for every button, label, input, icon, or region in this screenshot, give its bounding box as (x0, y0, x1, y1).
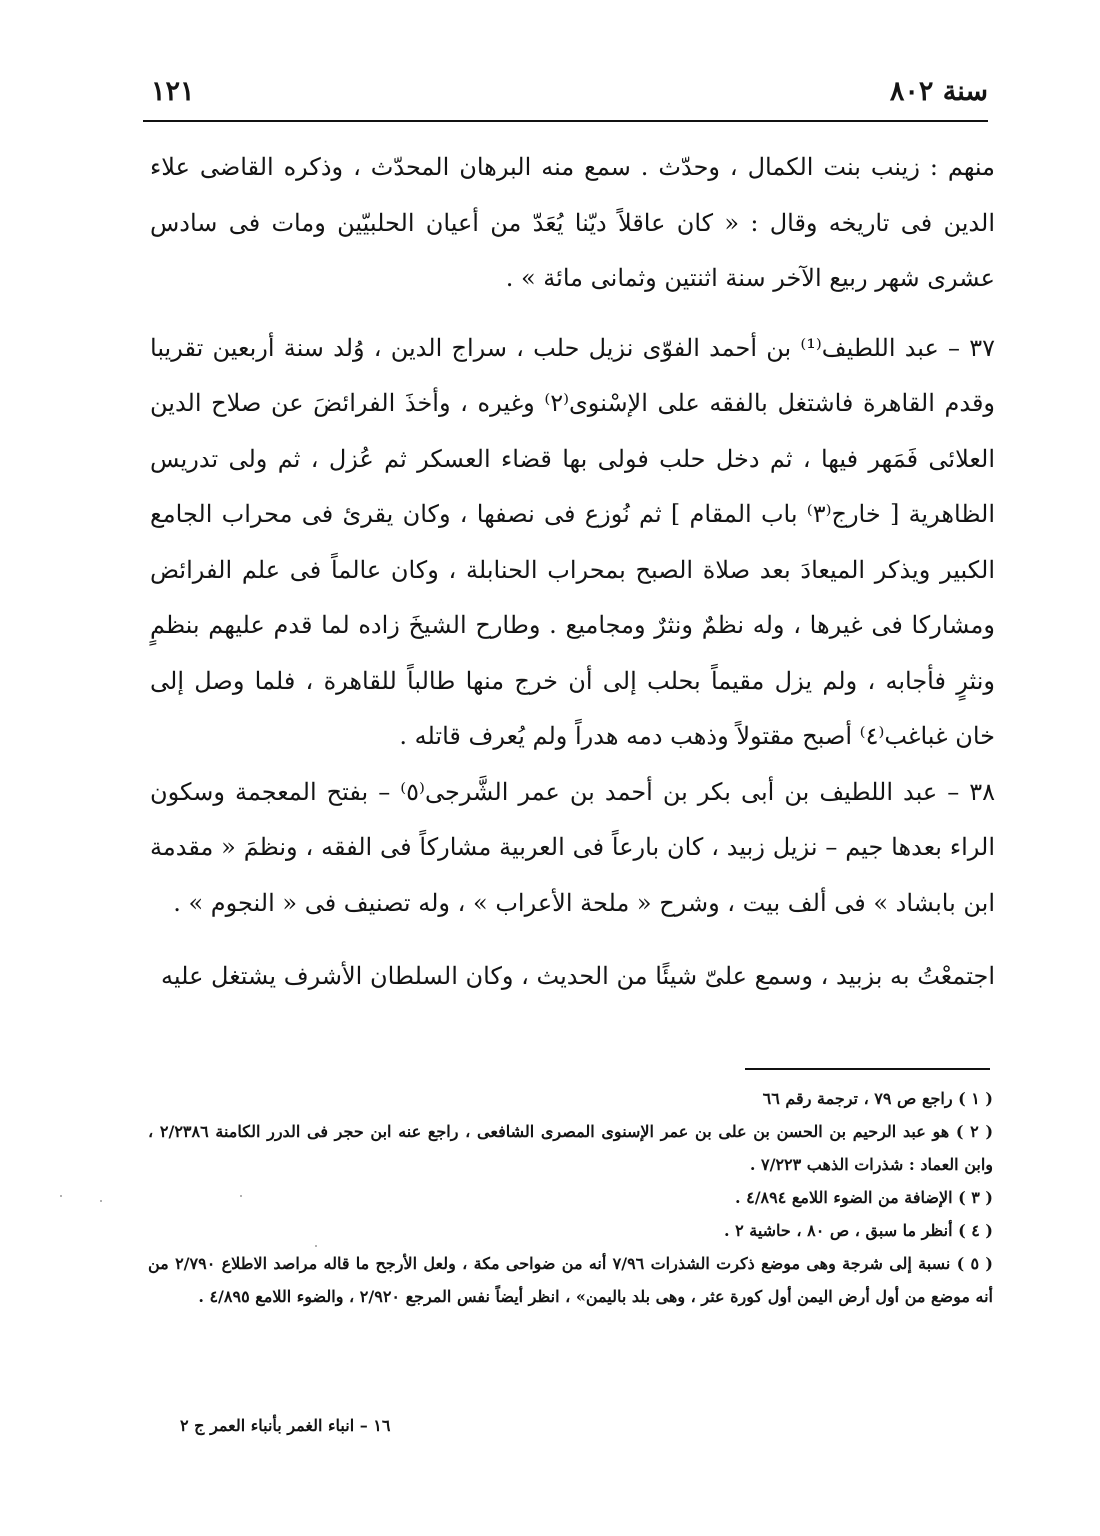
scan-speck (100, 1200, 102, 1202)
footnote-4: ( ٤ ) أنظر ما سبق ، ص ٨٠ ، حاشية ٢ . (723, 1221, 993, 1240)
entry-38-continued: اجتمعْتُ به بزبيد ، وسمع علىّ شيئًا من الحديث ، وكان السلطان الأشرف يشتغل عليه (161, 962, 995, 990)
scan-speck (240, 1195, 242, 1197)
entry-37: ٣٧ – عبد اللطيف⁽¹⁾ بن أحمد الفوّى نزيل حلب ، سراج الدين ، وُلد سنة أربعين تقريبا وقدم القاهرة فاشتغل بالفقه على الإسْنوى⁽٢⁾ وغيره ، وأخذَ الفرائضَ عن صلاح الدين العلائى فَمَهر فيها ، ثم دخل حلب فولى بها قضاء العسكر ثم عُزل ، ثم ولى تدريس الظاهرية [ خارج⁽٣⁾ باب المقام ] ثم نُوزع فى نصفها ، وكان يقرئ فى محراب الجامع الكبير ويذكر الميعادَ بعد صلاة الصبح بمحراب الحنابلة ، وكان عالماً فى علم الفرائض ومشاركا فى غيرها ، وله نظمٌ ونثرٌ ومجاميع . وطارح الشيخَ زاده لما قدم عليهم بنظمٍ ونثرٍ فأجابه ، ولم يزل مقيماً بحلب إلى أن خرج منها طالباً للقاهرة ، فلما وصل إلى خان غباغب⁽٤⁾ أصبح مقتولاً وذهب دمه هدراً ولم يُعرف قاتله . (150, 333, 996, 750)
signature-line: ١٦ – انباء الغمر بأنباء العمر ج ٢ (180, 1416, 391, 1435)
main-text (150, 140, 995, 1005)
scan-speck (60, 1195, 62, 1197)
page-number: ١٢١ (151, 76, 195, 107)
footnote-5: ( ٥ ) نسبة إلى شرجة وهى موضع ذكرت الشذرات ٧/٩٦ أنه من ضواحى مكة ، ولعل الأرجح ما قاله مراصد الاطلاع ٢/٧٩٠ من أنه موضع من أول أرض اليمن أول كورة عثر ، وهى بلد باليمن» ، انظر أيضاً نفس المرجع ٢/٩٢٠ ، والضوء اللامع ٤/٨٩٥ . (148, 1254, 993, 1306)
running-title: سنة ٨٠٢ (889, 76, 988, 107)
footnote-1: ( ١ ) راجع ص ٧٩ ، ترجمة رقم ٦٦ (762, 1089, 993, 1108)
footnote-3: ( ٣ ) الإضافة من الضوء اللامع ٤/٨٩٤ . (734, 1188, 993, 1207)
scan-speck (315, 1245, 317, 1247)
footnotes (148, 1082, 993, 1313)
page-header (143, 70, 988, 122)
footnote-2: ( ٢ ) هو عبد الرحيم بن الحسن بن على بن عمر الإسنوى المصرى الشافعى ، راجع عنه ابن حجر فى الدرر الكامنة ٢/٢٣٨٦ ، وابن العماد : شذرات الذهب ٧/٢٢٣ . (148, 1122, 994, 1174)
paragraph-continuation: منهم : زينب بنت الكمال ، وحدّث . سمع منه البرهان المحدّث ، وذكره القاضى علاء الدين فى تاريخه وقال : « كان عاقلاً ديّنا يُعَدّ من أعيان الحلبيّين ومات فى سادس عشرى شهر ربيع الآخر سنة اثنتين وثمانى مائة » . (150, 153, 995, 292)
footnote-rule (745, 1068, 990, 1070)
entry-38: ٣٨ – عبد اللطيف بن أبى بكر بن أحمد بن عمر الشَّرجى⁽٥⁾ – بفتح المعجمة وسكون الراء بعدها جيم – نزيل زبيد ، كان بارعاً فى العربية مشاركاً فى الفقه ، ونظمَ « مقدمة ابن بابشاد » فى ألف بيت ، وشرح « ملحة الأعراب » ، وله تصنيف فى « النجوم » . (150, 777, 996, 917)
